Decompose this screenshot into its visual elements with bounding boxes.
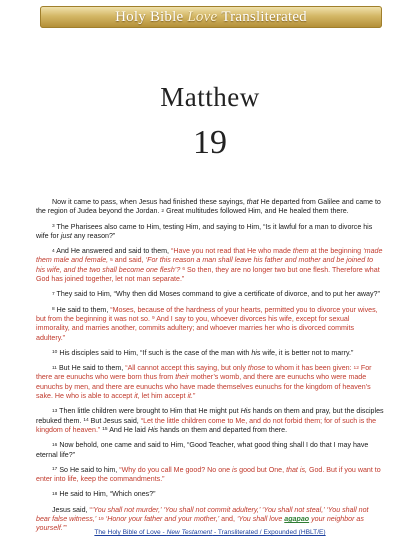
- verse-3: $^3$ The Pharisees also came to Him, testing Him, and saying to Him, “Is it lawful for a man to divorce his wife for just any reason?”: [36, 222, 373, 240]
- verse-number: 4: [52, 248, 55, 254]
- verse-number: 6: [182, 267, 185, 273]
- verse-number: 11: [52, 365, 57, 371]
- verse-4: $^4$ And He answered and said to them, “Have you not read that He who made them at the beginning ‘made them male and female, $^5$ and said, ‘For this reason a man shall leave his father and mother and be joined to his wife, and the two shall become one flesh’? $^6$ So then, they are no longer two but one flesh. Therefore what God has joined together, let not man separate.”: [36, 247, 383, 284]
- banner-text-transliterated: Transliterated: [221, 8, 307, 25]
- verse-number: 10: [52, 350, 58, 356]
- verse-number: 16: [52, 442, 58, 448]
- verse-1: Now it came to pass, when Jesus had finished these sayings, that He departed from Galilee and came to the region of Judea beyond the Jordan. $^2$ Great multitudes followed Him, and He healed them there.: [36, 198, 381, 216]
- chapter-number: 19: [193, 124, 227, 161]
- verse-18: $^{18}$ He said to Him, “Which ones?”: [52, 490, 156, 499]
- verse-number: 15: [102, 427, 108, 433]
- book-title: Matthew: [160, 82, 260, 112]
- verse-number: 8: [52, 307, 55, 313]
- verse-number: 9: [151, 316, 155, 322]
- verse-number: 18: [52, 491, 58, 497]
- verse-17: $^{17}$ So He said to him, “Why do you call Me good? No one is good but One, that is, God. But if you want to enter into life, keep the commandments.”: [36, 465, 381, 484]
- verse-number: 3: [52, 224, 55, 230]
- verse-16: $^{16}$ Now behold, one came and said to Him, “Good Teacher, what good thing shall I do that I may have eternal life?”: [36, 441, 369, 459]
- verse-18-continued: Jesus said, “‘You shall not murder,’ ‘You shall not commit adultery,’ ‘You shall not steal,’ ‘You shall not bear false witness,’ $^{19}$ ‘Honor your father and your mother,’ and, ‘You shall love agapao your neighbor as yourself.’”: [36, 505, 369, 533]
- verse-8: $^8$ He said to them, “Moses, because of the hardness of your hearts, permitted you to divorce your wives, but from the beginning it was not so. $^9$ And I say to you, whoever divorces his wife, except for sexual immorality, and marries another, commits adultery; and whoever marries her who is divorced commits adultery.”: [36, 305, 378, 342]
- verse-number: 12: [353, 365, 359, 371]
- transliterated-word: agapao: [284, 515, 310, 524]
- verse-number: 14: [83, 418, 89, 424]
- verse-11: $^{11}$ But He said to them, “All cannot accept this saying, but only those to whom it has been given: $^{12}$ For there are eunuchs who were born thus from their mother’s womb, and there are eunuchs who were made eunuchs by men, and there are eunuchs who have made themselves eunuchs for the kingdom of heaven’s sake. He who is able to accept it, let him accept it.”: [36, 364, 372, 401]
- banner-text-holy-bible: Holy Bible: [115, 8, 184, 25]
- verse-13: $^{13}$ Then little children were brought to Him that He might put His hands on them and pray, but the disciples rebuked them. $^{14}$ But Jesus said, “Let the little children come to Me, and do not forbid them; for of such is the kingdom of heaven.” $^{15}$ And He laid His hands on them and departed from there.: [36, 407, 384, 434]
- verse-number: 5: [110, 257, 113, 263]
- verse-10: $^{10}$ His disciples said to Him, “If such is the case of the man with his wife, it is better not to marry.”: [52, 348, 354, 357]
- verse-number: 19: [98, 516, 104, 522]
- page-footer: The Holy Bible of Love - New Testament - Transliterated / Expounded (HBLT/E): [94, 529, 326, 536]
- banner-title: [115, 9, 307, 26]
- verse-7: $^7$ They said to Him, “Why then did Moses command to give a certificate of divorce, and to put her away?”: [52, 290, 380, 299]
- title-banner: [40, 6, 382, 28]
- chapter-text: [36, 198, 384, 540]
- banner-text-love: Love: [187, 8, 218, 25]
- verse-number: 13: [52, 408, 58, 414]
- verse-number: 7: [52, 291, 55, 297]
- verse-number: 17: [52, 467, 58, 473]
- verse-number: 2: [161, 208, 165, 214]
